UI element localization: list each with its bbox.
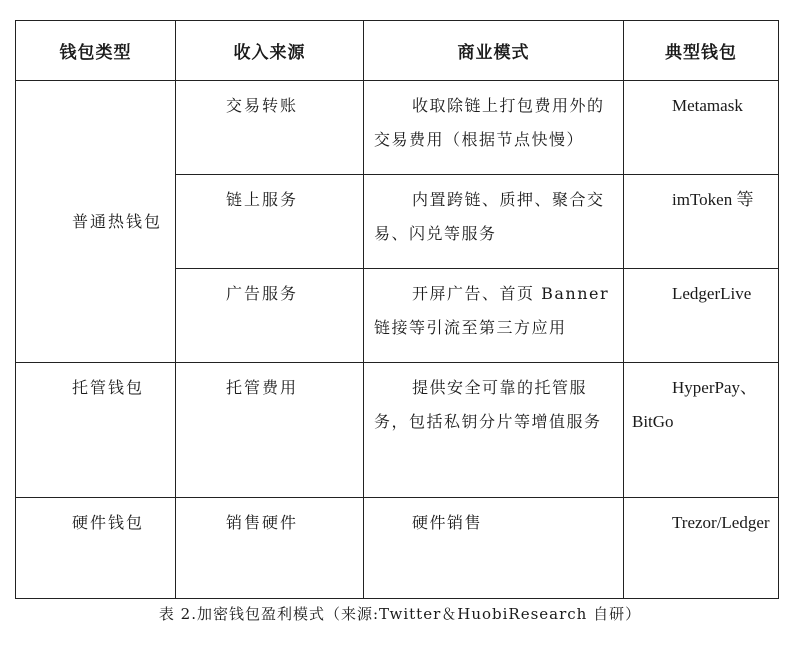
source-cell: 链上服务 [176, 175, 364, 269]
source-cell: 广告服务 [176, 269, 364, 363]
type-cell-hardware [16, 498, 176, 599]
header-income-source: 收入来源 [176, 21, 364, 81]
wallet-cell: Trezor/Ledger [624, 498, 779, 599]
model-cell: 提供安全可靠的托管服务，包括私钥分片等增值服务 [364, 363, 624, 498]
type-label: 硬件钱包 [72, 513, 145, 532]
table-row [16, 498, 779, 599]
wallet-cell: LedgerLive [624, 269, 779, 363]
model-cell: 硬件销售 [364, 498, 624, 599]
header-business-model: 商业模式 [364, 21, 624, 81]
header-typical-wallet: 典型钱包 [624, 21, 779, 81]
type-cell-custody [16, 363, 176, 498]
wallet-cell: imToken 等 [624, 175, 779, 269]
wallet-cell: Metamask [624, 81, 779, 175]
table-caption: 表 2.加密钱包盈利模式（来源:Twitter＆HuobiResearch 自研） [158, 605, 642, 623]
model-cell: 内置跨链、质押、聚合交易、闪兑等服务 [364, 175, 624, 269]
type-label: 普通热钱包 [72, 211, 163, 231]
source-cell: 托管费用 [176, 363, 364, 498]
source-cell: 销售硬件 [176, 498, 364, 599]
table-row [16, 363, 779, 498]
type-cell-hot [16, 81, 176, 363]
model-cell: 收取除链上打包费用外的交易费用（根据节点快慢） [364, 81, 624, 175]
table-row [16, 81, 779, 175]
wallet-cell: HyperPay、BitGo [624, 363, 779, 498]
wallet-profit-table [15, 20, 779, 599]
source-cell: 交易转账 [176, 81, 364, 175]
type-label: 托管钱包 [72, 378, 145, 397]
table-header-row [16, 21, 779, 81]
model-cell: 开屏广告、首页 Banner 链接等引流至第三方应用 [364, 269, 624, 363]
header-wallet-type: 钱包类型 [16, 21, 176, 81]
